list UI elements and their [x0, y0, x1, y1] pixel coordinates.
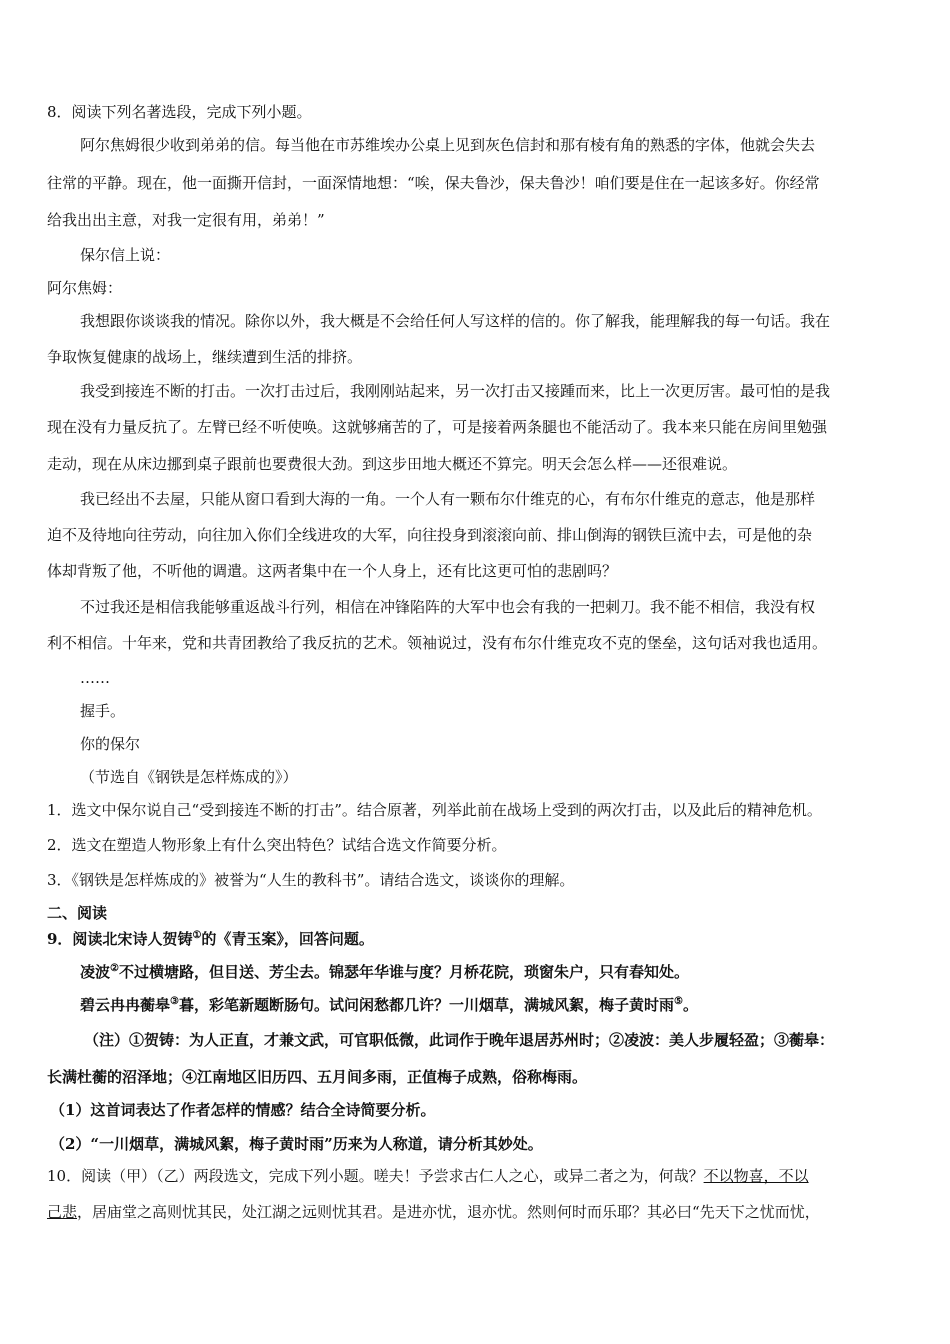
letter-closing: 握手。 [80, 702, 126, 720]
ellipsis: …… [80, 669, 110, 687]
paragraph-line: 争取恢复健康的战场上，继续遭到生活的排挤。 [47, 348, 363, 366]
q8-title: 8．阅读下列名著选段，完成下列小题。 [47, 103, 312, 121]
paragraph-line: 给我出出主意，对我一定很有用，弟弟！” [47, 211, 325, 229]
paragraph-line: 不过我还是相信我能够重返战斗行列，相信在冲锋陷阵的大军中也会有我的一把刺刀。我不能不相信，我没有权 [80, 598, 816, 616]
sub-question: （2）“一川烟草，满城风絮，梅子黄时雨”历来为人称道，请分析其妙处。 [50, 1135, 543, 1153]
q10-line: 己悲，居庙堂之高则忧其民，处江湖之远则忧其君。是进亦忧，退亦忧。然则何时而乐耶？其必曰“先天下之忧而忧， [47, 1203, 820, 1221]
q10-line: 10．阅读（甲）（乙）两段选文，完成下列小题。嗟夫！予尝求古仁人之心，或异二者之为，何哉？不以物喜，不以 [47, 1167, 809, 1185]
sub-question: 1．选文中保尔说自己“受到接连不断的打击”。结合原著，列举此前在战场上受到的两次打击，以及此后的精神危机。 [47, 801, 822, 819]
source-note: （节选自《钢铁是怎样炼成的》） [80, 768, 298, 786]
letter-signature: 你的保尔 [80, 735, 141, 753]
section-heading: 二、阅读 [47, 904, 108, 922]
paragraph-line: 我已经出不去屋，只能从窗口看到大海的一角。一个人有一颗布尔什维克的心，有布尔什维克的意志，他是那样 [80, 490, 816, 508]
paragraph-line: 我受到接连不断的打击。一次打击过后，我刚刚站起来，另一次打击又接踵而来，比上一次更厉害。最可怕的是我 [80, 382, 831, 400]
q9-title: 9．阅读北宋诗人贺铸①的《青玉案》，回答问题。 [47, 930, 374, 948]
annotation-line: （注）①贺铸：为人正直，才兼文武，可官职低微，此词作于晚年退居苏州时；②凌波：美人步履轻盈；③蘅皋： [84, 1031, 835, 1049]
sub-question: （1）这首词表达了作者怎样的情感？结合全诗简要分析。 [50, 1101, 436, 1119]
sub-question: 3．《钢铁是怎样炼成的》被誉为“人生的教科书”。请结合选文，谈谈你的理解。 [47, 871, 575, 889]
paragraph-line: 走动，现在从床边挪到桌子跟前也要费很大劲。到这步田地大概还不算完。明天会怎么样——还很难说。 [47, 455, 738, 473]
paragraph-line: 往常的平静。现在，他一面撕开信封，一面深情地想：“唉，保夫鲁沙，保夫鲁沙！咱们要是住在一起该多好。你经常 [47, 174, 820, 192]
sub-question: 2．选文在塑造人物形象上有什么突出特色？试结合选文作简要分析。 [47, 836, 507, 854]
paragraph-line: 利不相信。十年来，党和共青团教给了我反抗的艺术。领袖说过，没有布尔什维克攻不克的堡垒，这句话对我也适用。 [47, 634, 828, 652]
paragraph-line: 现在没有力量反抗了。左臂已经不听使唤。这就够痛苦的了，可是接着两条腿也不能活动了。我本来只能在房间里勉强 [47, 418, 828, 436]
paragraph-line: 保尔信上说： [80, 246, 171, 264]
poem-line: 凌波②不过横塘路，但目送、芳尘去。锦瑟年华谁与度？月桥花院，琐窗朱户，只有春知处。 [80, 963, 689, 981]
paragraph-line: 我想跟你谈谈我的情况。除你以外，我大概是不会给任何人写这样的信的。你了解我，能理解我的每一句话。我在 [80, 312, 831, 330]
paragraph-line: 阿尔焦姆很少收到弟弟的信。每当他在市苏维埃办公桌上见到灰色信封和那有棱有角的熟悉的字体，他就会失去 [80, 136, 816, 154]
paragraph-line: 体却背叛了他，不听他的调遣。这两者集中在一个人身上，还有比这更可怕的悲剧吗？ [47, 562, 618, 580]
annotation-line: 长满杜蘅的沼泽地；④江南地区旧历四、五月间多雨，正值梅子成熟，俗称梅雨。 [47, 1068, 588, 1086]
letter-salutation: 阿尔焦姆： [47, 279, 123, 297]
paragraph-line: 迫不及待地向往劳动，向往加入你们全线进攻的大军，向往投身到滚滚向前、排山倒海的钢铁巨流中去，可是他的杂 [47, 526, 813, 544]
poem-line: 碧云冉冉蘅皋③暮，彩笔新题断肠句。试问闲愁都几许？一川烟草，满城风絮，梅子黄时雨⑤。 [80, 996, 698, 1014]
